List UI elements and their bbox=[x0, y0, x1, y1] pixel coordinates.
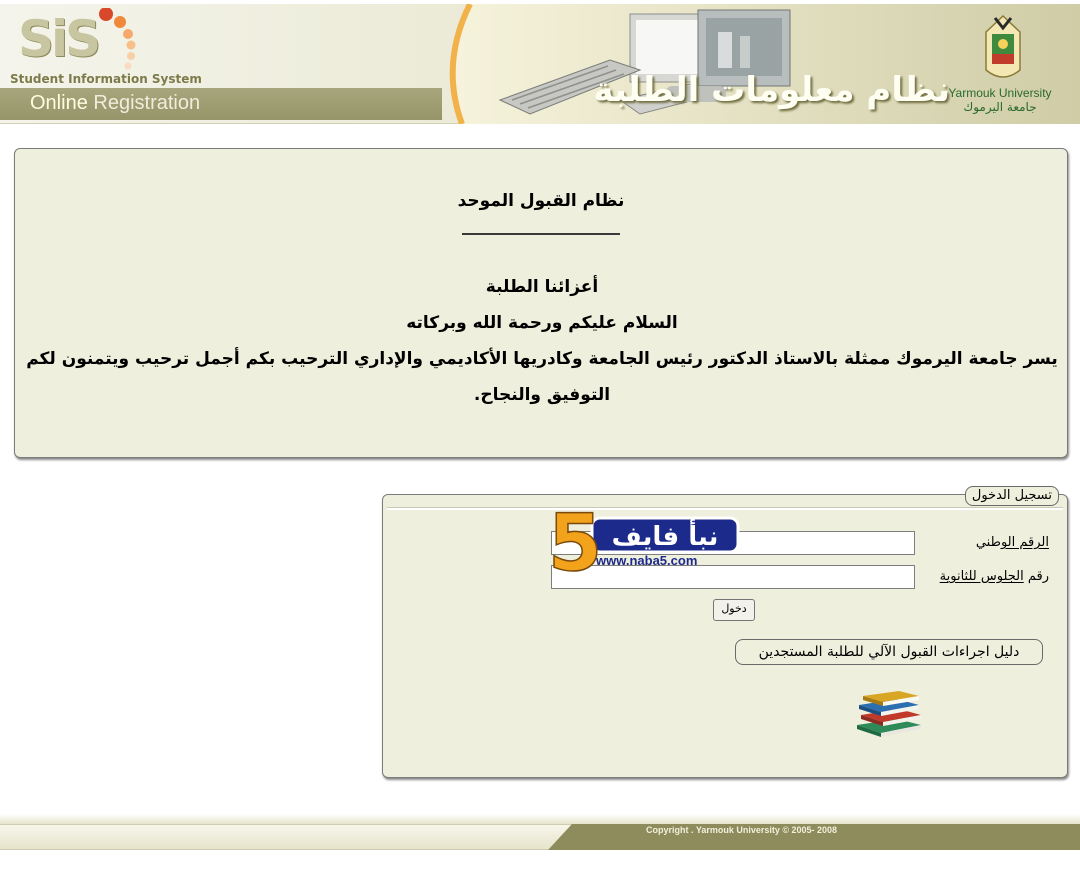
national-id-label: الرقم الوطني bbox=[975, 535, 1049, 550]
sis-dots-icon bbox=[98, 8, 148, 78]
sis-subtitle: Student Information System bbox=[10, 72, 202, 86]
online-registration-bar bbox=[0, 88, 442, 120]
online-registration-label: Online Registration bbox=[30, 92, 201, 114]
welcome-panel bbox=[14, 148, 1068, 458]
greeting-line-1: أعزائنا الطلبة bbox=[485, 277, 599, 297]
footer-top-strip bbox=[0, 814, 1080, 824]
watermark-brand-text: نبأ فايف bbox=[611, 522, 719, 552]
welcome-message-line-2: التوفيق والنجاح. bbox=[473, 385, 611, 405]
login-submit-button[interactable]: دخول bbox=[713, 599, 755, 621]
admission-guide-link[interactable]: دليل اجراءات القبول الآلي للطلبة المستجدين bbox=[735, 639, 1043, 665]
watermark-url: www.naba5.com bbox=[596, 553, 698, 568]
greeting-line-2: السلام عليكم ورحمة الله وبركاته bbox=[406, 313, 678, 333]
naba5-watermark bbox=[544, 502, 740, 578]
header-arabic-title: نظام معلومات الطلبة bbox=[593, 70, 950, 110]
page-footer bbox=[0, 814, 1080, 852]
university-name-ar: جامعة اليرموك bbox=[963, 100, 1037, 114]
sis-logo-text: SiS bbox=[18, 10, 99, 68]
copyright-text: Copyright . Yarmouk University © 2005- 2008 bbox=[646, 825, 838, 835]
sis-logo bbox=[14, 8, 214, 78]
seat-number-label: رقم الجلوس للثانوية bbox=[939, 569, 1049, 584]
welcome-message-line-1: يسر جامعة اليرموك ممثلة بالاستاذ الدكتور رئيس الجامعة وكادريها الأكاديمي والإداري الترحيب بكم أجمل ترحيب ويتمنون لكم bbox=[26, 349, 1058, 369]
page-header bbox=[0, 0, 1080, 126]
books-icon[interactable] bbox=[853, 689, 925, 739]
page-title: نظام القبول الموحد bbox=[457, 191, 625, 211]
title-divider bbox=[462, 233, 620, 235]
university-name-en: Yarmouk University bbox=[948, 86, 1052, 100]
naba5-watermark-logo bbox=[544, 502, 740, 578]
watermark-digit: 5 bbox=[548, 502, 603, 578]
login-legend: تسجيل الدخول bbox=[965, 486, 1059, 506]
